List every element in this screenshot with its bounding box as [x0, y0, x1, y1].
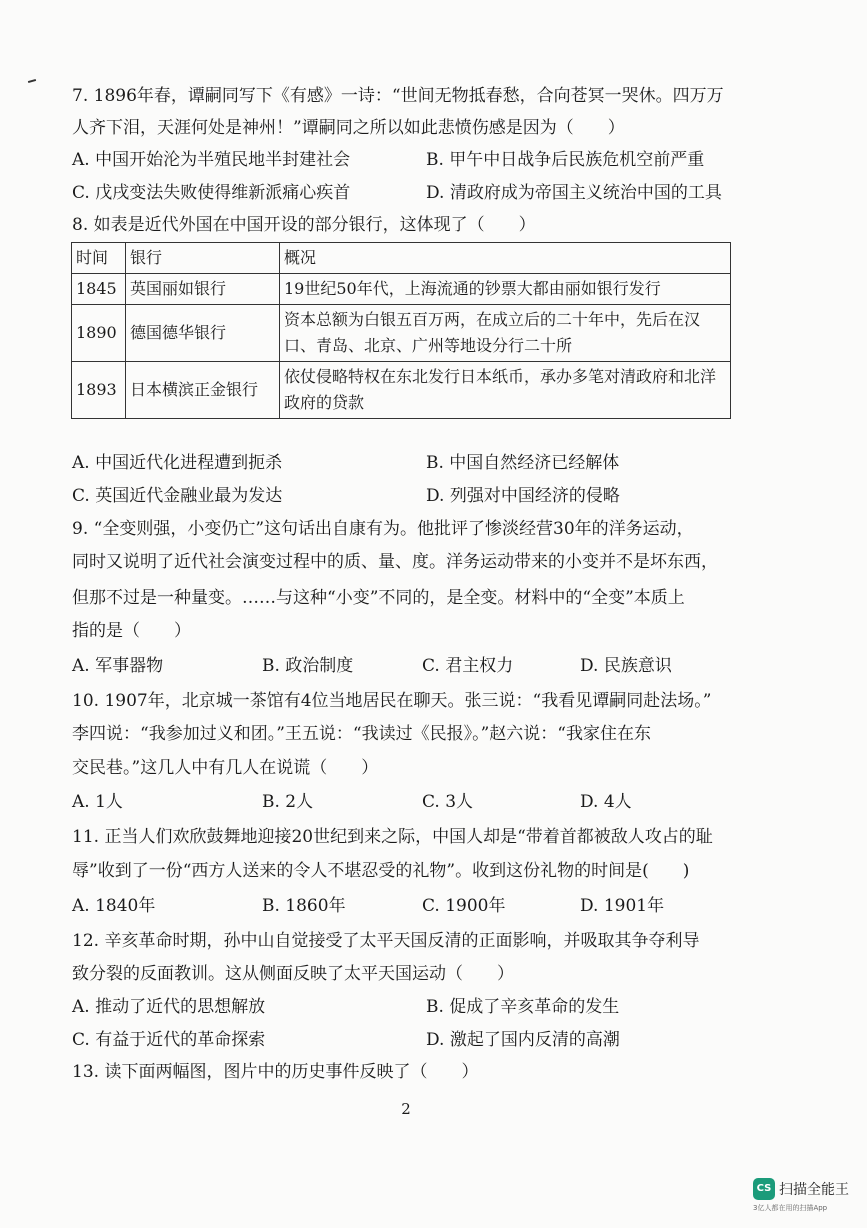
- q7-line-2: 人齐下泪，天涯何处是神州！”谭嗣同之所以如此悲愤伤感是因为（ ）: [72, 118, 625, 138]
- table-cell: 19世纪50年代，上海流通的钞票大都由丽如银行发行: [280, 274, 731, 305]
- table-header-cell: 概况: [280, 243, 731, 274]
- q7-option-c: C. 戊戌变法失败使得维新派痛心疾首: [72, 183, 351, 203]
- q9-line-2: 同时又说明了近代社会演变过程中的质、量、度。洋务运动带来的小变并不是坏东西，: [72, 552, 718, 572]
- q10-option-a: A. 1人: [72, 792, 123, 812]
- q9-line-1: 9. “全变则强，小变仍亡”这句话出自康有为。他批评了惨淡经营30年的洋务运动，: [72, 519, 694, 539]
- table-cell: 1890: [72, 305, 126, 362]
- q11-option-c: C. 1900年: [422, 896, 506, 916]
- q10-line-2: 李四说：“我参加过义和团。”王五说：“我读过《民报》。”赵六说：“我家住在东: [72, 724, 651, 744]
- q8-option-c: C. 英国近代金融业最为发达: [72, 486, 283, 506]
- q8-option-d: D. 列强对中国经济的侵略: [426, 486, 620, 506]
- table-cell: 依仗侵略特权在东北发行日本纸币，承办多笔对清政府和北洋政府的贷款: [280, 362, 731, 419]
- q9-option-d: D. 民族意识: [580, 656, 672, 676]
- table-cell: 1845: [72, 274, 126, 305]
- q10-option-b: B. 2人: [262, 792, 314, 812]
- q10-options: [72, 790, 807, 814]
- q12-line-1: 12. 辛亥革命时期，孙中山自觉接受了太平天国反清的正面影响，并吸取其争夺利导: [72, 931, 700, 951]
- q12-option-b: B. 促成了辛亥革命的发生: [426, 997, 620, 1017]
- table-row: [72, 362, 731, 419]
- scanner-watermark: [753, 1178, 853, 1213]
- q8-line-1: 8. 如表是近代外国在中国开设的部分银行，这体现了（ ）: [72, 215, 536, 235]
- watermark-name: 扫描全能王: [779, 1182, 849, 1198]
- table-cell: 英国丽如银行: [126, 274, 280, 305]
- scan-mark: [28, 79, 36, 83]
- q10-line-1: 10. 1907年，北京城一茶馆有4位当地居民在聊天。张三说：“我看见谭嗣同赴法场。”: [72, 691, 712, 711]
- q7-options-row-2: [72, 181, 807, 205]
- q9-line-4: 指的是（ ）: [72, 621, 191, 641]
- table-cell: 资本总额为白银五百万两，在成立后的二十年中，先后在汉口、青岛、北京、广州等地设分行二十所: [280, 305, 731, 362]
- q10-option-d: D. 4人: [580, 792, 632, 812]
- bank-table: [71, 242, 731, 419]
- q9-option-b: B. 政治制度: [262, 656, 354, 676]
- page-number: 2: [401, 1100, 411, 1118]
- q7-option-a: A. 中国开始沦为半殖民地半封建社会: [72, 150, 351, 170]
- q7-line-1: 7. 1896年春，谭嗣同写下《有感》一诗：“世间无物抵春愁，合向苍冥一哭休。四万万: [72, 86, 724, 106]
- table-header-cell: 时间: [72, 243, 126, 274]
- q11-option-d: D. 1901年: [580, 896, 665, 916]
- q7-option-d: D. 清政府成为帝国主义统治中国的工具: [426, 183, 722, 203]
- q11-option-a: A. 1840年: [72, 896, 156, 916]
- q8-option-b: B. 中国自然经济已经解体: [426, 453, 620, 473]
- table-row: [72, 274, 731, 305]
- q12-line-2: 致分裂的反面教训。这从侧面反映了太平天国运动（ ）: [72, 964, 514, 984]
- q7-options-row-1: [72, 148, 807, 172]
- q12-option-d: D. 激起了国内反清的高潮: [426, 1030, 620, 1050]
- q10-option-c: C. 3人: [422, 792, 474, 812]
- q12-options-row-2: [72, 1028, 807, 1052]
- q8-options-row-1: [72, 451, 807, 475]
- q7-option-b: B. 甲午中日战争后民族危机空前严重: [426, 150, 705, 170]
- table-header-row: [72, 243, 731, 274]
- table-header-cell: 银行: [126, 243, 280, 274]
- table-cell: 1893: [72, 362, 126, 419]
- q9-option-a: A. 军事器物: [72, 656, 164, 676]
- table-cell: 德国德华银行: [126, 305, 280, 362]
- q9-options: [72, 654, 807, 678]
- q11-line-2: 辱”收到了一份“西方人送来的令人不堪忍受的礼物”。收到这份礼物的时间是( ): [72, 861, 690, 881]
- q8-option-a: A. 中国近代化进程遭到扼杀: [72, 453, 283, 473]
- q11-line-1: 11. 正当人们欢欣鼓舞地迎接20世纪到来之际，中国人却是“带着首都被敌人攻占的耻: [72, 827, 713, 847]
- table-cell: 日本横滨正金银行: [126, 362, 280, 419]
- q11-option-b: B. 1860年: [262, 896, 346, 916]
- q9-option-c: C. 君主权力: [422, 656, 514, 676]
- q12-option-c: C. 有益于近代的革命探索: [72, 1030, 266, 1050]
- q11-options: [72, 894, 807, 918]
- camscanner-logo-icon: CS: [753, 1178, 775, 1200]
- q12-options-row-1: [72, 995, 807, 1019]
- q8-options-row-2: [72, 484, 807, 508]
- watermark-tagline: 3亿人都在用的扫描App: [753, 1204, 828, 1212]
- q9-line-3: 但那不过是一种量变。……与这种“小变”不同的，是全变。材料中的“全变”本质上: [72, 588, 685, 608]
- q12-option-a: A. 推动了近代的思想解放: [72, 997, 266, 1017]
- table-row: [72, 305, 731, 362]
- q10-line-3: 交民巷。”这几人中有几人在说谎（ ）: [72, 758, 379, 778]
- q13-line-1: 13. 读下面两幅图，图片中的历史事件反映了（ ）: [72, 1062, 479, 1082]
